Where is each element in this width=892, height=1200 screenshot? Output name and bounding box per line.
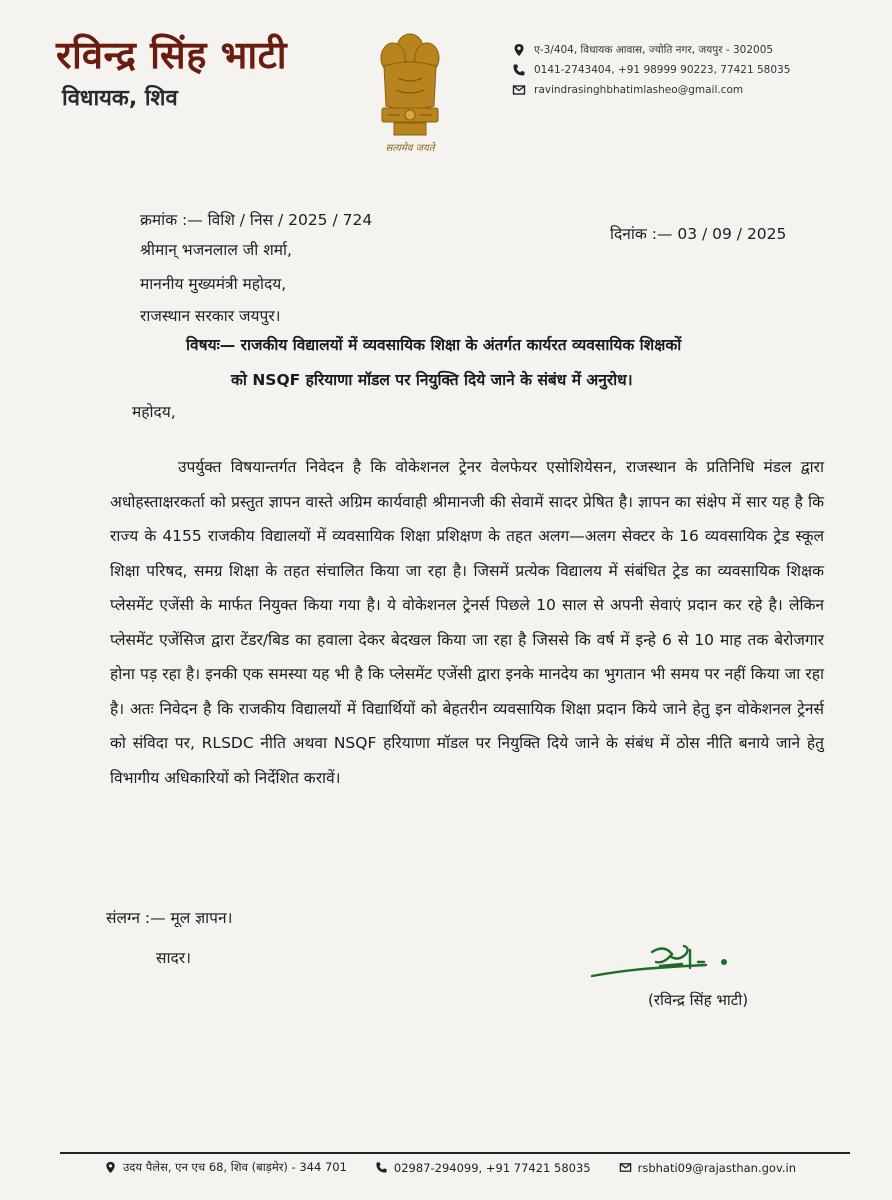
salutation: महोदय,: [132, 403, 176, 421]
contact-address: ए-3/404, विधायक आवास, ज्योति नगर, जयपुर - 302005: [534, 44, 774, 56]
contact-email-row: [512, 80, 790, 100]
contact-address-row: [512, 40, 790, 60]
letterhead-name: रविन्द्र सिंह भाटी: [56, 32, 288, 77]
phone-icon: [512, 63, 526, 77]
subject-line: विषयः— राजकीय विद्यालयों में व्यवसायिक शिक्षा के अंतर्गत कार्यरत व्यवसायिक शिक्षकों: [186, 336, 682, 354]
emblem-motto: सत्यमेव जयते: [385, 143, 435, 154]
letterhead-designation: विधायक, शिव: [62, 86, 178, 111]
enclosure: संलग्न :— मूल ज्ञापन।: [106, 909, 233, 927]
addressee-line: श्रीमान् भजनलाल जी शर्मा,: [140, 241, 292, 259]
footer-address: उदय पैलेस, एन एच 68, शिव (बाड़मेर) - 344 701: [123, 1160, 347, 1174]
reference-number: क्रमांक :— विशि / निस / 2025 / 724: [140, 211, 373, 229]
ashoka-emblem-icon: [368, 28, 452, 153]
email-icon: [512, 83, 526, 97]
footer: [104, 1160, 796, 1175]
subject-line: को NSQF हरियाणा मॉडल पर नियुक्ति दिये जाने के संबंध में अनुरोध।: [231, 371, 633, 389]
footer-email: rsbhati09@rajasthan.gov.in: [637, 1160, 797, 1175]
footer-divider: [60, 1152, 850, 1154]
contact-email: ravindrasinghbhatimlasheo@gmail.com: [534, 84, 744, 96]
email-icon: [619, 1161, 632, 1174]
location-pin-icon: [104, 1161, 117, 1174]
contact-phones: 0141-2743404, +91 98999 90223, 77421 58035: [534, 64, 791, 76]
signature: [586, 932, 786, 992]
closing: सादर।: [156, 949, 191, 967]
letterhead-contact: [512, 40, 790, 100]
letter-body: उपर्युक्त विषयान्तर्गत निवेदन है कि वोकेशनल ट्रेनर वेलफेयर एसोशियेसन, राजस्थान के प्रतिनिधि मंडल द्वारा अधोहस्ताक्षरकर्ता को प्रस्तुत ज्ञापन वास्ते अग्रिम कार्यवाही श्रीमानजी की सेवामें सादर प्रेषित है। ज्ञापन का संक्षेप में सार यह है कि राज्य के 4155 राजकीय विद्यालयों में व्यवसायिक शिक्षा प्रशिक्षण के तहत अलग—अलग सेक्टर के 16 व्यवसायिक ट्रेड स्कूल शिक्षा परिषद, समग्र शिक्षा के तहत संचालित किया जा रहा है। जिसमें प्रत्येक विद्यालय में संबंधित ट्रेड का व्यवसायिक शिक्षक प्लेसमेंट एजेंसी के मार्फत नियुक्त किया गया है। ये वोकेशनल ट्रेनर्स पिछले 10 साल से अपनी सेवाएं प्रदान कर रहे है। लेकिन प्लेसमेंट एजेंसिज द्वारा टेंडर/बिड का हवाला देकर बेदखल किया जा रहा है जिससे कि वर्ष में इन्हे 6 से 10 माह तक बेरोजगार होना पड़ रहा है। इनकी एक समस्या यह भी है कि प्लेसमेंट एजेंसी द्वारा इनके मानदेय का भुगतान भी समय पर नहीं किया जा रहा है। अतः निवेदन है कि राजकीय विद्यालयों में विद्यार्थियों को बेहतरीन व्यवसायिक शिक्षा प्रदान किये जाने हेतु इन वोकेशनल ट्रेनर्स को संविदा पर, RLSDC नीति अथवा NSQF हरियाणा मॉडल पर नियुक्ति दिये जाने के संबंध में ठोस नीति बनाये जाने हेतु विभागीय अधिकारियों को निर्देशित करावें।: [110, 458, 824, 787]
phone-icon: [375, 1161, 388, 1174]
addressee-line: माननीय मुख्यमंत्री महोदय,: [140, 275, 287, 293]
letter-date: दिनांक :— 03 / 09 / 2025: [610, 225, 787, 243]
signer-name: (रविन्द्र सिंह भाटी): [648, 991, 749, 1009]
location-pin-icon: [512, 43, 526, 57]
letter-subject: [186, 328, 826, 398]
addressee-line: राजस्थान सरकार जयपुर।: [140, 307, 281, 325]
contact-phone-row: [512, 60, 790, 80]
footer-phones: 02987-294099, +91 77421 58035: [393, 1160, 591, 1175]
